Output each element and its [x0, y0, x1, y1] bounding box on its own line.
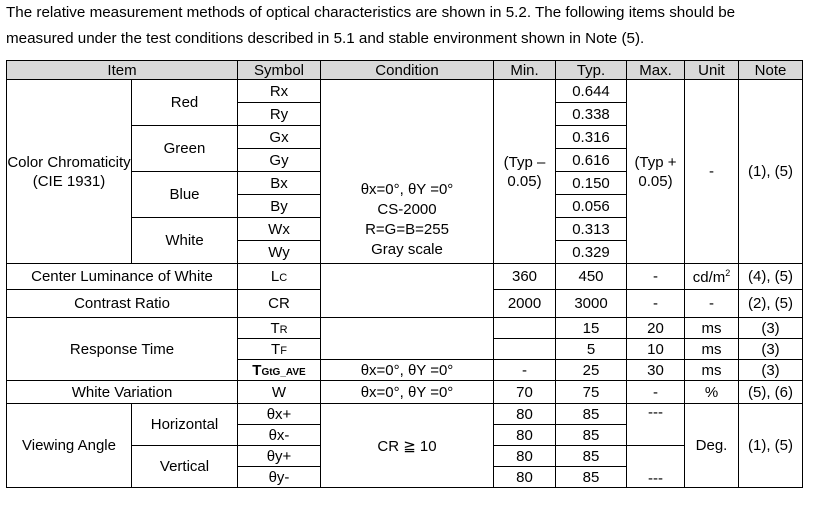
symbol-subscript: GtG_AVE	[261, 366, 306, 378]
luminance-typ: 450	[556, 264, 627, 290]
typ-cell: 0.338	[556, 103, 627, 126]
symbol-cell	[238, 339, 321, 360]
white-variation-max: -	[627, 381, 685, 404]
typ-cell: 0.616	[556, 149, 627, 172]
color-group-green: Green	[132, 126, 238, 172]
min-cell: 80	[494, 425, 556, 446]
symbol-main: T	[252, 361, 262, 379]
white-variation-note: (5), (6)	[739, 381, 803, 404]
symbol-subscript: C	[279, 272, 288, 284]
intro-line-2: measured under the test conditions described in 5.1 and stable environment shown in Note (5).	[6, 30, 645, 47]
symbol-cell: Rx	[238, 80, 321, 103]
typ-cell: 0.329	[556, 241, 627, 264]
note-cell: (3)	[739, 318, 803, 339]
header-note: Note	[739, 61, 803, 80]
color-min: (Typ – 0.05)	[494, 80, 556, 264]
typ-cell: 0.644	[556, 80, 627, 103]
symbol-cell: By	[238, 195, 321, 218]
luminance-unit	[685, 264, 739, 290]
viewing-group-horizontal: Horizontal	[132, 404, 238, 446]
unit-cell: ms	[685, 318, 739, 339]
symbol-cell: Gy	[238, 149, 321, 172]
color-condition	[321, 80, 494, 264]
typ-cell: 0.316	[556, 126, 627, 149]
white-variation-condition: θx=0°, θY =0°	[321, 381, 494, 404]
symbol-main: T	[270, 319, 280, 337]
min-cell: 80	[494, 446, 556, 467]
typ-cell: 25	[556, 360, 627, 381]
header-condition: Condition	[321, 61, 494, 80]
symbol-subscript: F	[280, 344, 287, 357]
color-group-red: Red	[132, 80, 238, 126]
symbol-subscript: R	[279, 323, 288, 336]
symbol-cell	[238, 360, 321, 381]
typ-cell: 85	[556, 425, 627, 446]
typ-cell: 0.150	[556, 172, 627, 195]
unit-cell: ms	[685, 339, 739, 360]
symbol-cell: θy-	[238, 467, 321, 488]
luminance-min: 360	[494, 264, 556, 290]
color-unit: -	[685, 80, 739, 264]
condition-angle: θx=0°, θY =0°	[360, 180, 454, 198]
min-cell	[494, 339, 556, 360]
luminance-item: Center Luminance of White	[7, 264, 238, 290]
color-max: (Typ + 0.05)	[627, 80, 685, 264]
note-cell: (3)	[739, 360, 803, 381]
symbol-main: T	[271, 340, 281, 358]
min-cell: 80	[494, 404, 556, 425]
viewing-angle-item: Viewing Angle	[7, 404, 132, 488]
response-item: Response Time	[7, 318, 238, 381]
symbol-cell	[238, 318, 321, 339]
viewing-note: (1), (5)	[739, 404, 803, 488]
optical-characteristics-table	[6, 60, 803, 488]
symbol-cell: θy+	[238, 446, 321, 467]
symbol-cell: θx-	[238, 425, 321, 446]
header-min: Min.	[494, 61, 556, 80]
table-row	[7, 381, 803, 404]
typ-cell: 0.313	[556, 218, 627, 241]
symbol-main: L	[270, 268, 280, 285]
header-max: Max.	[627, 61, 685, 80]
typ-cell: 0.056	[556, 195, 627, 218]
condition-instrument: CS-2000	[377, 200, 437, 218]
typ-cell: 15	[556, 318, 627, 339]
min-cell: 80	[494, 467, 556, 488]
unit-text: cd/m	[692, 268, 726, 286]
color-group-white: White	[132, 218, 238, 264]
typ-cell: 85	[556, 404, 627, 425]
intro-line-1: The relative measurement methods of optical characteristics are shown in 5.2. The following items should be	[6, 4, 736, 21]
viewing-max-vertical: ---	[627, 446, 685, 488]
unit-cell: ms	[685, 360, 739, 381]
luminance-max: -	[627, 264, 685, 290]
symbol-cell: Wx	[238, 218, 321, 241]
table-row	[7, 318, 803, 339]
contrast-item: Contrast Ratio	[7, 290, 238, 318]
symbol-cell: Wy	[238, 241, 321, 264]
intro-paragraph	[6, 0, 811, 52]
contrast-unit: -	[685, 290, 739, 318]
symbol-cell: θx+	[238, 404, 321, 425]
luminance-symbol	[238, 264, 321, 290]
white-variation-typ: 75	[556, 381, 627, 404]
white-variation-item: White Variation	[7, 381, 238, 404]
luminance-contrast-condition	[321, 264, 494, 318]
white-variation-min: 70	[494, 381, 556, 404]
header-unit: Unit	[685, 61, 739, 80]
contrast-symbol: CR	[238, 290, 321, 318]
max-cell: 20	[627, 318, 685, 339]
header-typ: Typ.	[556, 61, 627, 80]
response-condition	[321, 318, 494, 360]
header-item: Item	[7, 61, 238, 80]
header-symbol: Symbol	[238, 61, 321, 80]
contrast-max: -	[627, 290, 685, 318]
contrast-note: (2), (5)	[739, 290, 803, 318]
color-note: (1), (5)	[739, 80, 803, 264]
typ-cell: 5	[556, 339, 627, 360]
note-cell: (3)	[739, 339, 803, 360]
table-row	[7, 264, 803, 290]
viewing-max-horizontal: ---	[627, 404, 685, 446]
condition-rgb: R=G=B=255	[365, 220, 449, 238]
condition-cell: θx=0°, θY =0°	[321, 360, 494, 381]
max-cell: 30	[627, 360, 685, 381]
typ-cell: 85	[556, 467, 627, 488]
unit-superscript: 2	[725, 267, 731, 278]
contrast-min: 2000	[494, 290, 556, 318]
color-group-blue: Blue	[132, 172, 238, 218]
min-cell	[494, 318, 556, 339]
table-row	[7, 80, 803, 103]
symbol-cell: Bx	[238, 172, 321, 195]
table-row	[7, 404, 803, 425]
max-cell: 10	[627, 339, 685, 360]
viewing-unit: Deg.	[685, 404, 739, 488]
white-variation-unit: %	[685, 381, 739, 404]
symbol-cell: Gx	[238, 126, 321, 149]
header-row	[7, 61, 803, 80]
viewing-condition: CR ≧ 10	[321, 404, 494, 488]
contrast-typ: 3000	[556, 290, 627, 318]
condition-gray: Gray scale	[371, 240, 443, 258]
white-variation-symbol: W	[238, 381, 321, 404]
min-cell: -	[494, 360, 556, 381]
luminance-note: (4), (5)	[739, 264, 803, 290]
typ-cell: 85	[556, 446, 627, 467]
viewing-group-vertical: Vertical	[132, 446, 238, 488]
symbol-cell: Ry	[238, 103, 321, 126]
color-chromaticity-item: Color Chromaticity (CIE 1931)	[7, 80, 132, 264]
